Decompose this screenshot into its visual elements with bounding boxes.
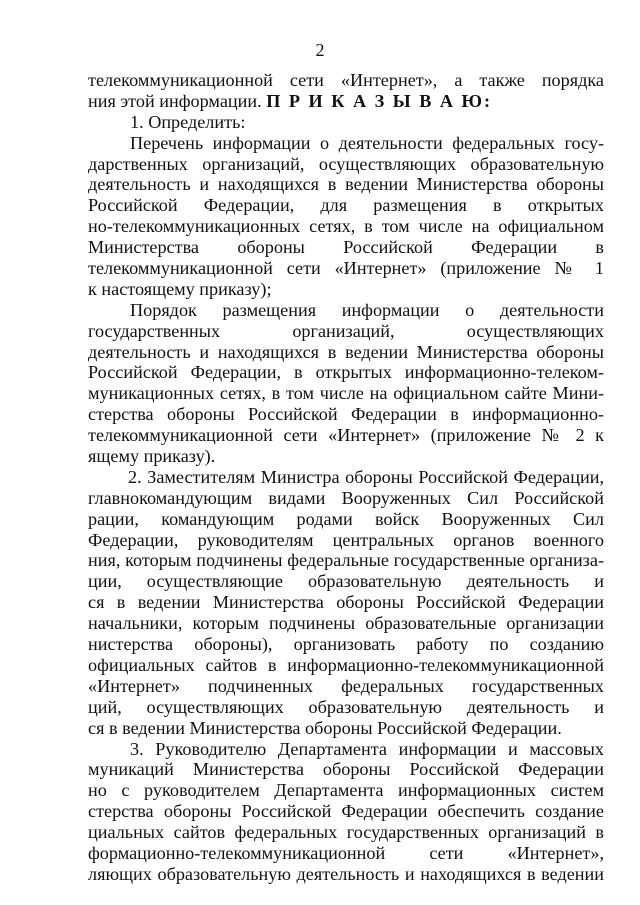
- text-line: деятельность и находящихся в ведении Министерства обороны: [88, 174, 604, 195]
- page-number: 2: [315, 40, 325, 60]
- text-line: Федерации, руководителям центральных органов военного: [88, 529, 604, 550]
- text-line: 1. Определить:: [130, 111, 246, 132]
- text-fragment: ния этой информации: [88, 90, 258, 111]
- text-line: Российской Федерации, в открытых информационно-телеком-: [88, 362, 604, 383]
- text-line: официальных сайтов в информационно-телекоммуникационной: [88, 654, 604, 675]
- text-line: начальники, которым подчинены образовательные организации: [88, 613, 604, 634]
- text-line: «Интернет» подчиненных федеральных государственных: [88, 675, 604, 696]
- text-line: ляющих образовательную деятельность и находящихся в ведении: [88, 863, 604, 884]
- text-line: дарственных организаций, осуществляющих образовательную: [88, 153, 604, 174]
- text-line: деятельность и находящихся в ведении Министерства обороны: [88, 341, 604, 362]
- text-line: телекоммуникационной сети «Интернет», а также порядка: [88, 70, 604, 90]
- text-line: Российской Федерации, для размещения в открытых: [88, 195, 604, 216]
- order-word: П Р И К А З Ы В А Ю:: [266, 90, 493, 111]
- text-line: нистерства обороны), организовать работу по созданию: [88, 634, 604, 655]
- text-line: телекоммуникационной сети «Интернет» (приложение № 1: [88, 258, 604, 279]
- text-line: ния, которым подчинены федеральные государственные организа-: [88, 550, 604, 571]
- text-line: государственных организаций, осуществляющих: [88, 320, 604, 341]
- document-body: [88, 70, 604, 885]
- text-line: ся в ведении Министерства обороны Российской Федерации.: [88, 717, 562, 738]
- text-line: формационно-телекоммуникационной сети «Интернет»,: [88, 842, 604, 863]
- text-line: стерства обороны Российской Федерации обеспечить создание: [88, 801, 604, 822]
- text-line: но с руководителем Департамента информационных систем: [88, 780, 604, 801]
- text-line: ния этой информации. П Р И К А З Ы В А Ю:: [88, 90, 493, 111]
- text-line: муникаций Министерства обороны Российской Федерации: [88, 759, 604, 780]
- text-line: ся в ведении Министерства обороны Российской Федерации: [88, 592, 604, 613]
- text-line: Министерства обороны Российской Федерации в: [88, 237, 604, 258]
- text-line: главнокомандующим видами Вооруженных Сил Российской: [88, 487, 604, 508]
- text-line: телекоммуникационной сети «Интернет» (приложение № 2 к: [88, 425, 604, 446]
- text-line: ций, осуществляющих образовательную деятельность и: [88, 696, 604, 717]
- text-line: циальных сайтов федеральных государственных организаций в: [88, 822, 604, 843]
- text-line: ящему приказу).: [88, 446, 216, 467]
- text-line: но-телекоммуникационных сетях, в том числе на официальном: [88, 216, 604, 237]
- text-line: 2. Заместителям Министра обороны Российской Федерации,: [128, 466, 604, 487]
- text-line: ции, осуществляющие образовательную деятельность и: [88, 571, 604, 592]
- text-line: к настоящему приказу);: [88, 278, 272, 299]
- text-line: стерства обороны Российской Федерации в информационно-: [88, 404, 604, 425]
- text-line: 3. Руководителю Департамента информации и массовых: [130, 738, 604, 759]
- text-line: муникационных сетях, в том числе на официальном сайте Мини-: [88, 383, 604, 404]
- text-line: рации, командующим родами войск Вооруженных Сил: [88, 508, 604, 529]
- text-line: Перечень информации о деятельности федеральных госу-: [130, 132, 604, 153]
- text-line: Порядок размещения информации о деятельности: [130, 299, 604, 320]
